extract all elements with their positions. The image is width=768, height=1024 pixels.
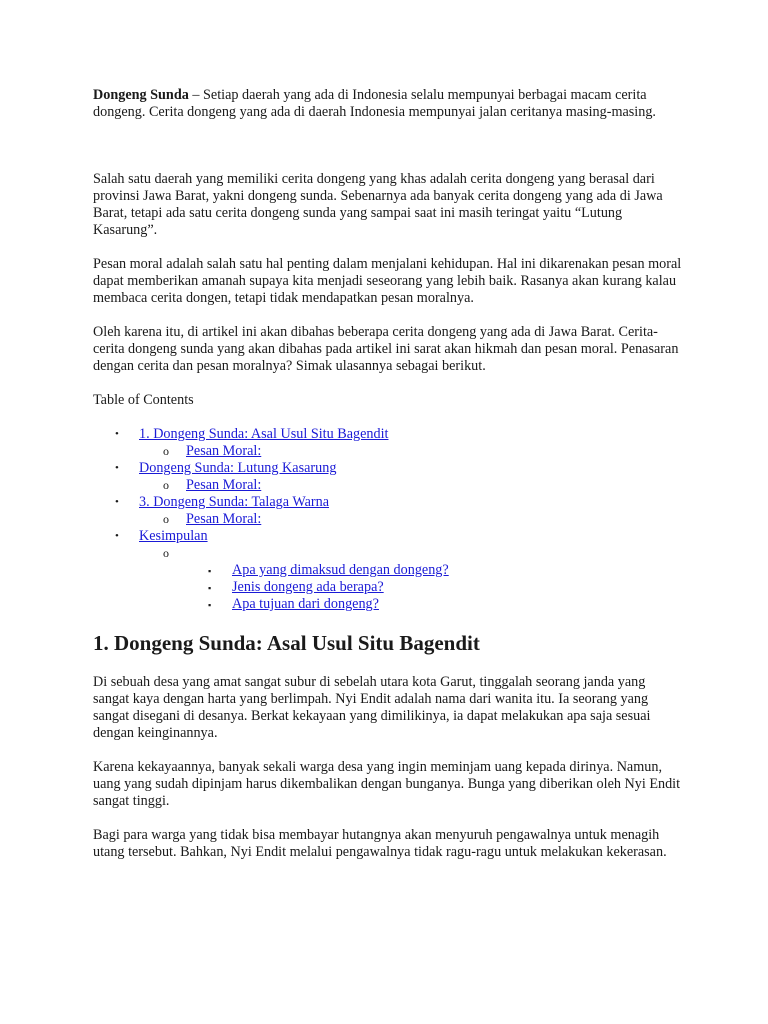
circle-bullet-icon: o (163, 546, 169, 560)
section-paragraph: Bagi para warga yang tidak bisa membayar hutangnya akan menyuruh pengawalnya untuk menagih utang tersebut. Bahkan, Nyi Endit melalui pengawalnya tidak ragu-ragu untuk melakukan kekerasan. (93, 827, 667, 860)
table-of-contents (93, 392, 683, 613)
bullet-icon: • (115, 496, 119, 508)
toc-link-talaga-warna[interactable]: 3. Dongeng Sunda: Talaga Warna (139, 494, 330, 510)
bullet-icon: • (115, 530, 119, 542)
toc-link-pesan-moral[interactable]: Pesan Moral: (186, 511, 262, 527)
toc-item (93, 494, 683, 511)
toc-link-pesan-moral[interactable]: Pesan Moral: (186, 443, 262, 459)
section-paragraph: Karena kekayaannya, banyak sekali warga desa yang ingin meminjam uang kepada dirinya. Namun, uang yang sudah dipinjam harus dikembalikan dengan bunganya. Bunga yang diberikan oleh Nyi Endit sangat tinggi. (93, 759, 681, 809)
body-paragraph: Pesan moral adalah salah satu hal penting dalam menjalani kehidupan. Hal ini dikarenakan pesan moral dapat memberikan amanah supaya kita menjadi seseorang yang lebih baik. Rasanya akan kurang kalau membaca cerita dongen, tetapi tidak mendapatkan pesan moralnya. (93, 256, 682, 306)
toc-link-tujuan-dongeng[interactable]: Apa tujuan dari dongeng? (232, 596, 379, 612)
toc-link-jenis-dongeng[interactable]: Jenis dongeng ada berapa? (232, 579, 384, 595)
toc-link-pesan-moral[interactable]: Pesan Moral: (186, 477, 262, 493)
square-bullet-icon: ▪ (208, 583, 212, 593)
toc-item (93, 477, 683, 494)
circle-bullet-icon: o (163, 444, 169, 458)
section-heading: 1. Dongeng Sunda: Asal Usul Situ Bagendit (93, 631, 480, 655)
toc-item (93, 443, 683, 460)
section-paragraph: Di sebuah desa yang amat sangat subur di sebelah utara kota Garut, tinggalah seorang janda yang sangat kaya dengan harta yang berlimpah. Nyi Endit adalah nama dari wanita itu. Ia seorang yang sangat disegani di desanya. Berkat kekayaan yang dimilikinya, ia dapat melakukan apa saja sesuai dengan keinginannya. (93, 674, 651, 741)
intro-paragraph (93, 87, 683, 121)
toc-item (93, 460, 683, 477)
intro-lead: Dongeng Sunda (93, 87, 189, 103)
body-paragraph: Oleh karena itu, di artikel ini akan dibahas beberapa cerita dongeng yang ada di Jawa Barat. Cerita-cerita dongeng sunda yang akan dibahas pada artikel ini sarat akan hikmah dan pesan moral. Penasaran dengan cerita dan pesan moralnya? Simak ulasannya sebagai berikut. (93, 324, 679, 374)
toc-link-apa-dongeng[interactable]: Apa yang dimaksud dengan dongeng? (232, 562, 449, 578)
toc-item (93, 596, 683, 613)
toc-item (93, 528, 683, 545)
intro-text: – Setiap daerah yang ada di Indonesia selalu mempunyai berbagai macam cerita dongeng. Cerita dongeng yang ada di daerah Indonesia mempunyai jalan ceritanya masing-masing. (93, 87, 656, 120)
toc-item (93, 426, 683, 443)
toc-item (93, 511, 683, 528)
bullet-icon: • (115, 428, 119, 440)
toc-list (93, 426, 683, 613)
document-page (93, 87, 683, 861)
toc-link-kesimpulan[interactable]: Kesimpulan (139, 528, 208, 544)
square-bullet-icon: ▪ (208, 600, 212, 610)
toc-title: Table of Contents (93, 392, 194, 408)
square-bullet-icon: ▪ (208, 566, 212, 576)
body-paragraph: Salah satu daerah yang memiliki cerita dongeng yang khas adalah cerita dongeng yang berasal dari provinsi Jawa Barat, yakni dongeng sunda. Sebenarnya ada banyak cerita dongeng yang ada di Jawa Barat, tetapi ada satu cerita dongeng sunda yang sampai saat ini masih teringat yaitu “Lutung Kasarung”. (93, 171, 663, 238)
toc-item (93, 562, 683, 579)
toc-item (93, 579, 683, 596)
bullet-icon: • (115, 462, 119, 474)
toc-item-empty (93, 545, 683, 562)
toc-link-lutung-kasarung[interactable]: Dongeng Sunda: Lutung Kasarung (139, 460, 337, 476)
toc-link-situ-bagendit[interactable]: 1. Dongeng Sunda: Asal Usul Situ Bagendit (139, 426, 389, 442)
circle-bullet-icon: o (163, 478, 169, 492)
circle-bullet-icon: o (163, 512, 169, 526)
